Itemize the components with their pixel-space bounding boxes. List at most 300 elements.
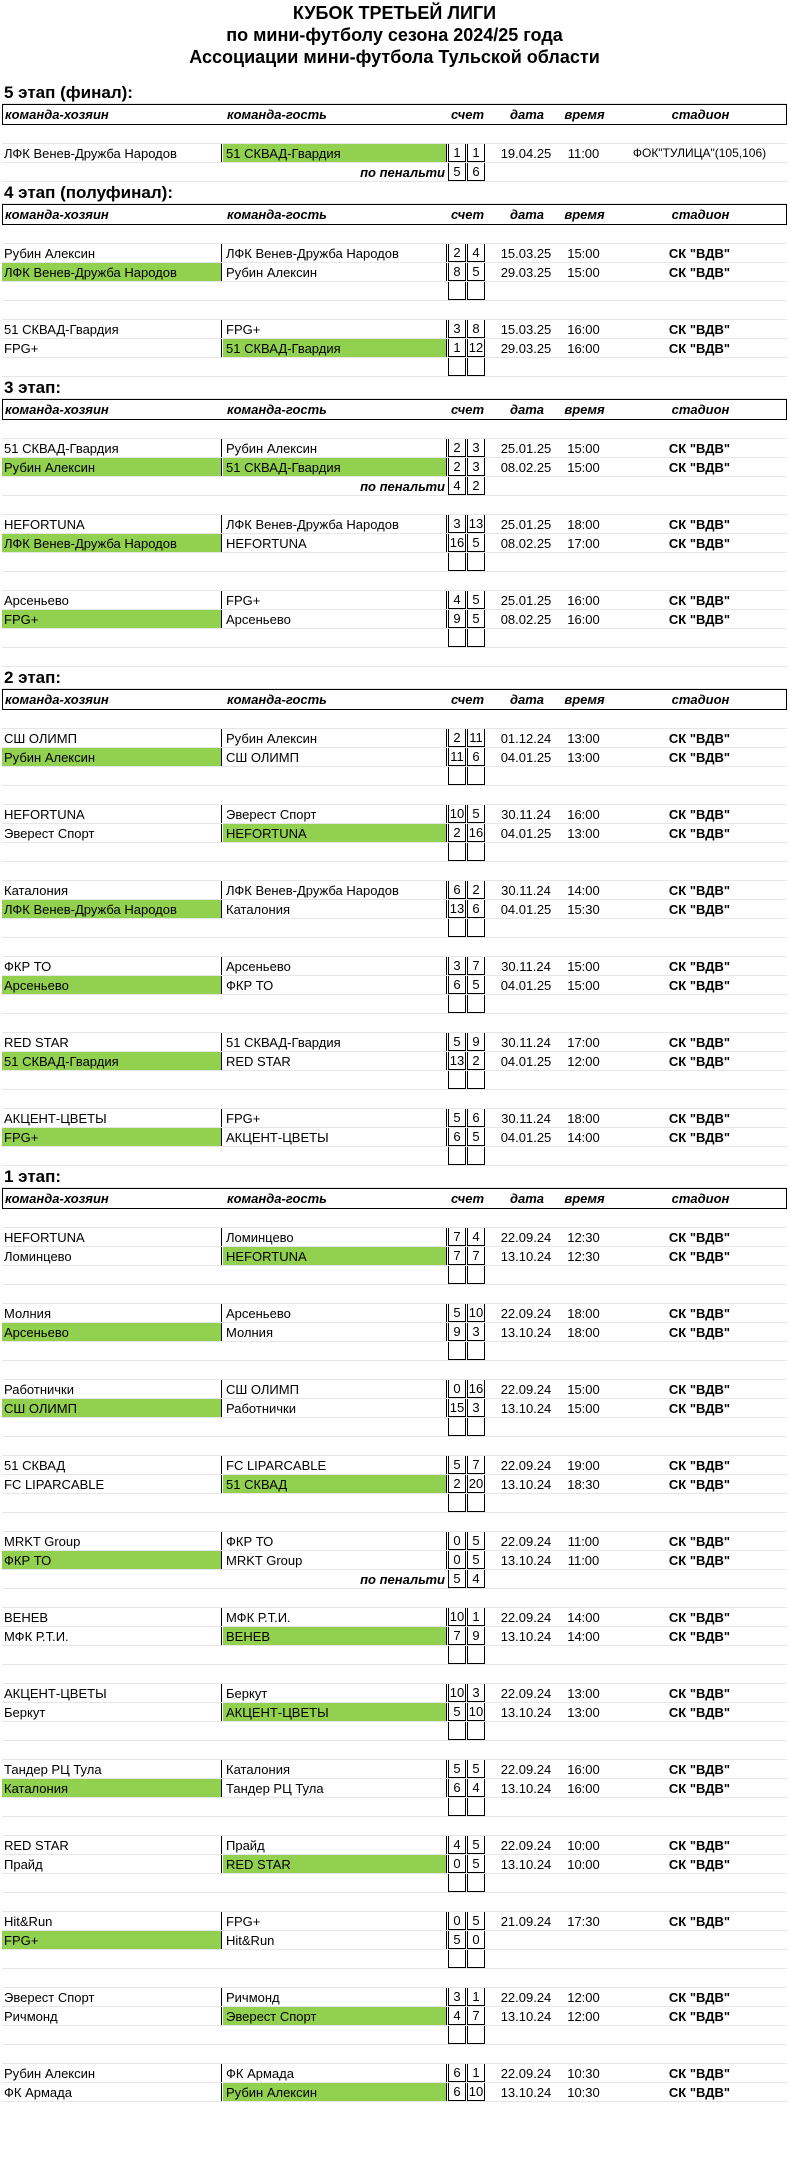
away-goals: 11 [467,729,485,747]
away-team: Арсеньево [223,610,447,628]
match-row [2,881,787,900]
match-date: 30.11.24 [501,882,551,898]
home-goals: 6 [448,881,466,899]
home-team: ФКР ТО [2,1551,222,1569]
stage-heading [2,182,787,204]
home-goals: 0 [448,1380,466,1398]
away-team: 51 СКВАД-Гвардия [223,1033,447,1051]
spacer-row [2,938,787,957]
match-row [2,439,787,458]
header-time: время [564,207,605,222]
empty-score [467,1950,485,1968]
empty-score [448,553,466,571]
match-stadium: СК "ВДВ" [668,1457,731,1473]
home-penalties: 5 [448,163,466,181]
home-goals: 3 [448,957,466,975]
home-team: RED STAR [2,1033,222,1051]
header-date: дата [509,107,545,122]
match-date: 13.10.24 [500,2084,552,2100]
home-goals: 3 [448,320,466,338]
away-goals: 2 [467,1052,485,1070]
match-date: 22.09.24 [500,1761,552,1777]
home-team: 51 СКВАД-Гвардия [2,1052,222,1070]
match-row [2,1532,787,1551]
home-goals: 2 [448,439,466,457]
empty-score [467,1071,485,1089]
match-date: 04.01.25 [500,1129,552,1145]
home-goals: 6 [448,1779,466,1797]
match-date: 04.01.25 [500,825,552,841]
stage-title: 3 этап: [4,378,62,397]
away-goals: 3 [467,458,485,476]
match-row [2,2064,787,2083]
home-goals: 13 [449,1053,465,1068]
away-goals: 4 [467,244,485,262]
match-date: 29.03.25 [500,340,552,356]
away-team: СШ ОЛИМП [223,1380,447,1398]
header-score: счет [450,107,485,122]
match-date: 22.09.24 [500,1837,552,1853]
match-row [2,1608,787,1627]
empty-score [467,1147,485,1165]
empty-row [2,1342,787,1361]
empty-score [467,282,485,300]
home-team: Рубин Алексин [2,458,222,476]
home-team: Прайд [2,1855,222,1873]
match-date: 15.03.25 [500,245,552,261]
spacer-row [2,1741,787,1760]
header-home: команда-хозяин [5,692,109,707]
empty-score [467,1418,485,1436]
away-goals: 1 [467,2064,485,2082]
match-row [2,1475,787,1494]
home-goals: 13 [449,901,465,916]
match-date: 01.12.24 [500,730,552,746]
header-stadium: стадион [671,107,730,122]
match-date: 13.10.24 [500,1552,552,1568]
away-goals: 3 [467,1323,485,1341]
header-date: дата [509,1191,545,1206]
away-goals: 9 [467,1033,485,1051]
away-team: АКЦЕНТ-ЦВЕТЫ [223,1128,447,1146]
match-time: 15:00 [567,958,600,974]
match-time: 18:00 [567,1305,600,1321]
match-stadium: СК "ВДВ" [668,1476,731,1492]
match-stadium: СК "ВДВ" [668,1685,731,1701]
away-goals: 10 [468,1704,484,1719]
away-team: АКЦЕНТ-ЦВЕТЫ [223,1703,447,1721]
match-row [2,339,787,358]
home-goals: 10 [449,1685,465,1700]
empty-score [448,1874,466,1892]
empty-score [448,358,466,376]
spacer-row [2,710,787,729]
empty-score [467,629,485,647]
empty-row [2,358,787,377]
match-time: 14:00 [567,1609,600,1625]
match-stadium: СК "ВДВ" [668,2008,731,2024]
empty-row [2,1950,787,1969]
home-goals: 5 [448,1033,466,1051]
home-goals: 8 [448,263,466,281]
match-date: 04.01.25 [500,977,552,993]
empty-row [2,995,787,1014]
spacer-row [2,1665,787,1684]
match-date: 13.10.24 [500,1704,552,1720]
match-stadium: СК "ВДВ" [668,1305,731,1321]
home-team: FPG+ [2,339,222,357]
away-team: HEFORTUNA [223,824,447,842]
empty-row [2,1266,787,1285]
stage-heading [2,377,787,399]
home-goals: 4 [448,2007,466,2025]
empty-row [2,1494,787,1513]
away-team: RED STAR [223,1855,447,1873]
away-team: Ричмонд [223,1988,447,2006]
match-date: 30.11.24 [501,958,551,974]
match-row [2,1247,787,1266]
empty-score [467,1266,485,1284]
home-team: Рубин Алексин [2,2064,222,2082]
match-stadium: СК "ВДВ" [668,1324,731,1340]
away-team: Каталония [223,900,447,918]
away-team: Беркут [223,1684,447,1702]
spacer-row [2,1209,787,1228]
empty-score [448,1494,466,1512]
away-team: Рубин Алексин [223,2083,447,2101]
match-row [2,957,787,976]
home-goals: 0 [448,1912,466,1930]
match-stadium: СК "ВДВ" [668,1053,731,1069]
away-goals: 3 [467,1684,485,1702]
away-goals: 16 [468,1381,484,1396]
match-stadium: СК "ВДВ" [668,1628,731,1644]
match-time: 17:00 [567,1034,600,1050]
home-goals: 2 [448,1475,466,1493]
header-stadium: стадион [671,692,730,707]
match-stadium: СК "ВДВ" [668,321,731,337]
match-time: 16:00 [567,806,600,822]
empty-score [448,1646,466,1664]
away-goals: 10 [468,2084,484,2099]
match-time: 14:00 [567,1628,600,1644]
away-team: СШ ОЛИМП [223,748,447,766]
home-team: FPG+ [2,1128,222,1146]
match-row [2,1456,787,1475]
home-team: ВЕНЕВ [2,1608,222,1626]
home-team: HEFORTUNA [2,805,222,823]
home-team: ЛФК Венев-Дружба Народов [2,534,222,552]
match-time: 15:00 [567,1381,600,1397]
match-time: 13:00 [567,825,600,841]
match-row [2,1323,787,1342]
away-team: ЛФК Венев-Дружба Народов [223,515,447,533]
home-team: Арсеньево [2,1323,222,1341]
match-date: 29.03.25 [500,264,552,280]
match-time: 14:00 [567,1129,600,1145]
match-date: 13.10.24 [500,2008,552,2024]
match-time: 12:30 [567,1248,600,1264]
match-row [2,1627,787,1646]
home-team: RED STAR [2,1836,222,1854]
stage-heading [2,667,787,689]
match-stadium: СК "ВДВ" [668,611,731,627]
away-goals: 5 [467,976,485,994]
away-goals: 7 [467,1247,485,1265]
away-team: ФК Армада [223,2064,447,2082]
match-stadium: СК "ВДВ" [668,1552,731,1568]
header-time: время [564,692,605,707]
match-time: 16:00 [567,340,600,356]
empty-score [448,767,466,785]
match-date: 21.09.24 [500,1913,552,1929]
away-goals: 13 [468,516,484,531]
match-time: 16:00 [567,1780,600,1796]
match-date: 25.01.25 [500,592,552,608]
match-row [2,729,787,748]
home-goals: 2 [448,244,466,262]
away-team: ВЕНЕВ [223,1627,447,1645]
match-stadium: СК "ВДВ" [668,1989,731,2005]
match-time: 13:00 [567,730,600,746]
empty-score [467,1646,485,1664]
home-team: Ломинцево [2,1247,222,1265]
cup-sheet [2,0,787,2102]
match-time: 15:00 [567,440,600,456]
spacer-row [2,862,787,881]
penalty-label: по пенальти [360,478,445,494]
match-time: 10:00 [567,1837,600,1853]
match-stadium: СК "ВДВ" [668,1400,731,1416]
empty-row [2,1147,787,1166]
match-row [2,1931,787,1950]
match-stadium: СК "ВДВ" [668,1856,731,1872]
home-team: Рубин Алексин [2,748,222,766]
match-row [2,1380,787,1399]
match-time: 15:00 [567,459,600,475]
home-team: Hit&Run [2,1912,222,1930]
match-stadium: СК "ВДВ" [668,245,731,261]
match-stadium: ФОК"ТУЛИЦА"(105,106) [632,146,767,160]
match-row [2,1912,787,1931]
empty-score [448,1342,466,1360]
match-stadium: СК "ВДВ" [668,1913,731,1929]
away-goals: 10 [468,1305,484,1320]
header-date: дата [509,402,545,417]
match-date: 08.02.25 [500,535,552,551]
home-team: ЛФК Венев-Дружба Народов [2,144,222,162]
match-row [2,1855,787,1874]
empty-row [2,919,787,938]
match-time: 12:00 [567,1989,600,2005]
match-stadium: СК "ВДВ" [668,1761,731,1777]
header-away: команда-гость [227,402,327,417]
away-team: Работнички [223,1399,447,1417]
match-time: 18:30 [567,1476,600,1492]
match-date: 13.10.24 [500,1856,552,1872]
match-row [2,1684,787,1703]
home-team: Тандер РЦ Тула [2,1760,222,1778]
away-goals: 1 [467,1608,485,1626]
penalty-label: по пенальти [360,1571,445,1587]
empty-row [2,1418,787,1437]
empty-row [2,629,787,648]
header-away: команда-гость [227,692,327,707]
away-team: HEFORTUNA [223,534,447,552]
match-date: 04.01.25 [500,749,552,765]
away-team: ФКР ТО [223,976,447,994]
home-goals: 5 [448,1304,466,1322]
away-team: HEFORTUNA [223,1247,447,1265]
column-header-row [2,689,787,710]
match-stadium: СК "ВДВ" [668,730,731,746]
home-team: FPG+ [2,610,222,628]
empty-score [467,1874,485,1892]
home-team: ФКР ТО [2,957,222,975]
match-stadium: СК "ВДВ" [668,459,731,475]
match-time: 15:00 [567,1400,600,1416]
home-goals: 4 [448,591,466,609]
spacer-row [2,1817,787,1836]
home-team: Беркут [2,1703,222,1721]
away-goals: 3 [467,1399,485,1417]
home-team: FPG+ [2,1931,222,1949]
home-goals: 2 [448,458,466,476]
match-date: 30.11.24 [501,1034,551,1050]
match-date: 13.10.24 [500,1324,552,1340]
match-row [2,1703,787,1722]
match-row [2,1836,787,1855]
header-away: команда-гость [227,1191,327,1206]
empty-score [467,919,485,937]
home-goals: 5 [448,1456,466,1474]
match-time: 12:00 [567,1053,600,1069]
away-team: ЛФК Венев-Дружба Народов [223,244,447,262]
spacer-row [2,572,787,591]
empty-score [448,843,466,861]
away-goals: 8 [467,320,485,338]
home-goals: 5 [448,1760,466,1778]
away-team: 51 СКВАД-Гвардия [223,458,447,476]
home-goals: 7 [448,1247,466,1265]
away-team: MRKT Group [223,1551,447,1569]
away-team: Каталония [223,1760,447,1778]
match-stadium: СК "ВДВ" [668,2065,731,2081]
home-goals: 11 [448,748,466,766]
match-date [496,1931,556,1949]
header-home: команда-хозяин [5,402,109,417]
empty-row [2,553,787,572]
match-stadium: СК "ВДВ" [668,592,731,608]
column-header-row [2,1188,787,1209]
away-team: Арсеньево [223,1304,447,1322]
away-goals: 1 [467,1988,485,2006]
match-date: 15.03.25 [500,321,552,337]
home-team: АКЦЕНТ-ЦВЕТЫ [2,1109,222,1127]
header-time: время [564,402,605,417]
empty-score [467,553,485,571]
home-team: Ричмонд [2,2007,222,2025]
home-team: MRKT Group [2,1532,222,1550]
penalty-row [2,477,787,496]
match-time: 16:00 [567,592,600,608]
home-penalties: 4 [448,477,466,495]
match-row [2,610,787,629]
empty-score [448,1418,466,1436]
match-stadium: СК "ВДВ" [668,340,731,356]
match-time: 17:00 [567,535,600,551]
match-row [2,1109,787,1128]
match-row [2,1988,787,2007]
away-team: FPG+ [223,320,447,338]
match-stadium: СК "ВДВ" [668,2084,731,2100]
match-row [2,144,787,163]
match-stadium: СК "ВДВ" [668,977,731,993]
home-team: АКЦЕНТ-ЦВЕТЫ [2,1684,222,1702]
match-time: 10:30 [567,2065,600,2081]
home-team: ЛФК Венев-Дружба Народов [2,263,222,281]
home-goals: 6 [448,2083,466,2101]
empty-score [467,1342,485,1360]
match-stadium: СК "ВДВ" [668,1533,731,1549]
home-goals: 3 [448,515,466,533]
header-date: дата [509,207,545,222]
match-time: 13:00 [567,1704,600,1720]
home-team: Арсеньево [2,591,222,609]
match-stadium: СК "ВДВ" [668,440,731,456]
header-score: счет [450,1191,485,1206]
home-goals: 1 [448,144,466,162]
away-team: Эверест Спорт [223,805,447,823]
match-row [2,534,787,553]
empty-score [467,1722,485,1740]
stage-title: 5 этап (финал): [4,83,133,102]
match-time: 13:00 [567,749,600,765]
match-row [2,1304,787,1323]
spacer-row [2,2045,787,2064]
home-team: Эверест Спорт [2,824,222,842]
empty-row [2,1722,787,1741]
empty-score [467,2026,485,2044]
home-team: HEFORTUNA [2,515,222,533]
match-date: 22.09.24 [500,1457,552,1473]
home-goals: 10 [449,806,465,821]
match-row [2,1128,787,1147]
home-goals: 3 [448,1988,466,2006]
away-goals: 5 [467,1760,485,1778]
away-team: 51 СКВАД-Гвардия [223,144,447,162]
away-team: FC LIPARCABLE [223,1456,447,1474]
match-date: 08.02.25 [500,459,552,475]
penalty-row [2,1570,787,1589]
match-row [2,1779,787,1798]
empty-score [448,1147,466,1165]
empty-row [2,282,787,301]
away-goals: 5 [467,591,485,609]
away-team: Рубин Алексин [223,263,447,281]
home-team: 51 СКВАД [2,1456,222,1474]
empty-score [448,2026,466,2044]
match-date: 25.01.25 [500,516,552,532]
match-stadium: СК "ВДВ" [668,958,731,974]
away-goals: 4 [467,1779,485,1797]
away-team: ФКР ТО [223,1532,447,1550]
spacer-row [2,1437,787,1456]
match-row [2,320,787,339]
match-date: 22.09.24 [500,2065,552,2081]
spacer-row [2,1513,787,1532]
empty-score [467,1798,485,1816]
